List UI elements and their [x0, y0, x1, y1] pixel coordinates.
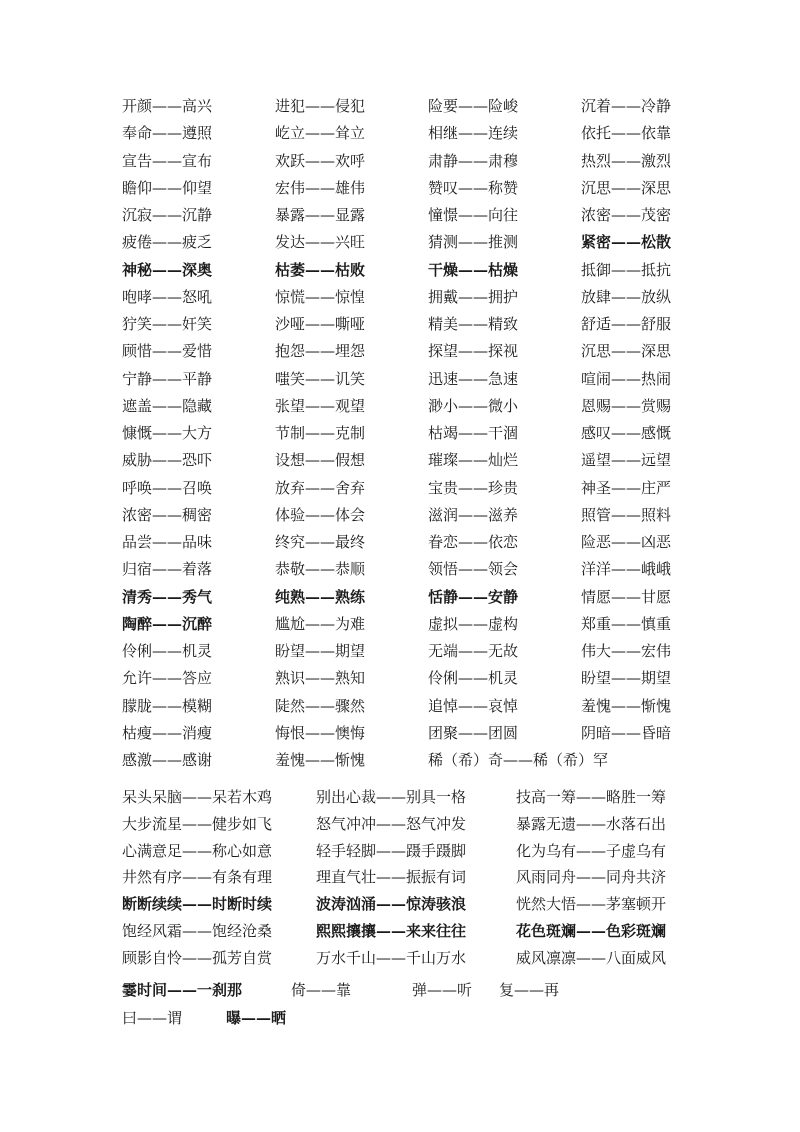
word-row [0, 613, 800, 635]
word-row [0, 449, 800, 471]
word-pair: 舒适——舒服 [581, 315, 672, 333]
word-pair: 狞笑——奸笑 [122, 315, 213, 333]
word-pair: 团聚——团圆 [428, 723, 519, 742]
word-pair: 归宿——着落 [122, 560, 213, 579]
idiom-pair: 万水千山——千山万水 [316, 948, 467, 967]
word-pair: 发达——兴旺 [275, 233, 366, 252]
word-row [0, 695, 800, 717]
word-pair: 悔恨——懊悔 [275, 723, 366, 742]
word-pair: 紧密——松散 [581, 233, 672, 252]
word-pair: 宣告——宣布 [122, 151, 213, 170]
word-pair: 嗤笑——讥笑 [275, 369, 366, 388]
char-pair: 霎时间——一刹那 [122, 981, 243, 999]
idiom-pair: 心满意足——称心如意 [122, 841, 273, 860]
idiom-row [0, 786, 800, 808]
word-pair: 惊慌——惊惶 [275, 287, 366, 306]
word-pair: 险要——险峻 [428, 97, 519, 115]
idiom-pair: 大步流星——健步如飞 [122, 814, 273, 833]
word-pair: 沉思——深思 [581, 342, 672, 361]
word-row [0, 204, 800, 226]
char-pair: 弹——听 [412, 981, 473, 999]
word-pair: 喧闹——热闹 [581, 369, 672, 388]
idiom-pair: 威风凛凛——八面威风 [516, 948, 667, 967]
word-pair: 憧憬——向往 [428, 206, 519, 224]
word-pair: 伟大——宏伟 [581, 642, 672, 660]
word-pair: 恩赐——赏赐 [581, 396, 672, 415]
word-pair: 遥望——远望 [581, 451, 672, 470]
word-pair: 欢跃——欢呼 [275, 151, 366, 170]
word-row [0, 231, 800, 253]
idiom-pair: 波涛汹涌——惊涛骇浪 [316, 895, 467, 914]
char-pair: 复——再 [499, 981, 560, 999]
word-pair: 遮盖——隐藏 [122, 396, 213, 415]
idiom-row [0, 893, 800, 915]
word-row [0, 586, 800, 608]
word-pair: 浓密——茂密 [581, 206, 672, 224]
word-pair: 允许——答应 [122, 669, 213, 688]
word-pair: 赞叹——称赞 [428, 178, 519, 197]
word-row [0, 122, 800, 144]
idiom-pair: 轻手轻脚——蹑手蹑脚 [316, 841, 467, 860]
word-pair: 慷慨——大方 [122, 424, 213, 442]
word-pair: 探望——探视 [428, 342, 519, 361]
word-pair: 放肆——放纵 [581, 287, 672, 306]
word-pair: 屹立——耸立 [275, 124, 366, 143]
char-pair: 曰——谓 [122, 1009, 183, 1027]
word-row [0, 477, 800, 499]
word-pair: 放弃——舍弃 [275, 478, 366, 497]
word-pair: 情愿——甘愿 [581, 587, 672, 606]
word-pair: 神圣——庄严 [581, 478, 672, 497]
word-pair: 伶俐——机灵 [428, 669, 519, 688]
idiom-pair: 顾影自怜——孤芳自赏 [122, 948, 273, 967]
word-row [0, 640, 800, 662]
word-pair: 暴露——显露 [275, 206, 366, 224]
idiom-row [0, 866, 800, 888]
word-pair: 张望——观望 [275, 396, 366, 415]
word-pair: 瞻仰——仰望 [122, 178, 213, 197]
idiom-pair: 怒气冲冲——怒气冲发 [316, 814, 467, 833]
word-pair: 璀璨——灿烂 [428, 451, 519, 470]
word-pair: 尴尬——为难 [275, 614, 366, 633]
word-pair: 抵御——抵抗 [581, 260, 672, 279]
word-pair: 神秘——深奥 [122, 260, 213, 279]
word-pair: 盼望——期望 [581, 669, 672, 688]
word-row [0, 667, 800, 689]
word-pair: 郑重——慎重 [581, 614, 672, 633]
word-row [0, 368, 800, 390]
word-pair: 奉命——遵照 [122, 124, 213, 143]
char-pair: 倚——靠 [291, 981, 352, 999]
idiom-pair: 井然有序——有条有理 [122, 868, 273, 887]
word-pair: 热烈——激烈 [581, 151, 672, 170]
idiom-pair: 饱经风霜——饱经沧桑 [122, 922, 273, 940]
word-pair: 熟识——熟知 [275, 669, 366, 688]
word-pair: 呼唤——召唤 [122, 478, 213, 497]
word-pair: 陶醉——沉醉 [122, 614, 213, 633]
word-pair: 依托——依靠 [581, 124, 672, 143]
word-pair: 宝贵——珍贵 [428, 478, 519, 497]
word-pair: 追悼——哀悼 [428, 696, 519, 715]
word-row [0, 504, 800, 526]
idiom-row [0, 947, 800, 969]
word-pair: 精美——精致 [428, 315, 519, 333]
word-pair: 洋洋——峨峨 [581, 560, 672, 579]
word-row [0, 531, 800, 553]
word-pair: 相继——连续 [428, 124, 519, 143]
word-row [0, 150, 800, 172]
idiom-pair: 恍然大悟——茅塞顿开 [516, 895, 667, 914]
word-pair: 眷恋——依恋 [428, 533, 519, 551]
word-pair: 终究——最终 [275, 533, 366, 551]
word-pair: 干燥——枯燥 [428, 260, 519, 279]
word-pair: 羞愧——惭愧 [581, 696, 672, 715]
word-pair: 沉思——深思 [581, 178, 672, 197]
word-pair: 沉着——冷静 [581, 97, 672, 115]
word-pair: 威胁——恐吓 [122, 451, 213, 470]
word-pair: 设想——假想 [275, 451, 366, 470]
word-pair: 无端——无故 [428, 642, 519, 660]
word-pair: 渺小——微小 [428, 396, 519, 415]
word-pair: 宁静——平静 [122, 369, 213, 388]
word-pair: 感叹——感慨 [581, 424, 672, 442]
word-pair: 拥戴——拥护 [428, 287, 519, 306]
word-row [0, 259, 800, 281]
word-pair: 虚拟——虚构 [428, 614, 519, 633]
idiom-pair: 花色斑斓——色彩斑斓 [516, 922, 667, 940]
word-pair: 浓密——稠密 [122, 505, 213, 524]
word-pair: 险恶——凶恶 [581, 533, 672, 551]
word-pair: 顾惜——爱惜 [122, 342, 213, 361]
word-pair: 枯萎——枯败 [275, 260, 366, 279]
word-row [0, 422, 800, 444]
word-pair: 开颜——高兴 [122, 97, 213, 115]
word-pair: 品尝——品味 [122, 533, 213, 551]
word-pair: 疲倦——疲乏 [122, 233, 213, 252]
word-pair: 猜测——推测 [428, 233, 519, 252]
word-row [0, 722, 800, 744]
word-row [0, 558, 800, 580]
idiom-row [0, 813, 800, 835]
word-pair: 迅速——急速 [428, 369, 519, 388]
char-pair: 曝——晒 [226, 1009, 287, 1027]
word-pair: 节制——克制 [275, 424, 366, 442]
idiom-pair: 理直气壮——振振有词 [316, 868, 467, 887]
word-pair: 羞愧——惭愧 [275, 751, 366, 769]
word-row [0, 313, 800, 335]
word-pair: 枯竭——干涸 [428, 424, 519, 442]
idiom-pair: 呆头呆脑——呆若木鸡 [122, 788, 273, 806]
word-pair: 滋润——滋养 [428, 505, 519, 524]
idiom-pair: 暴露无遗——水落石出 [516, 814, 667, 833]
word-pair: 稀（希）奇——稀（希）罕 [428, 751, 609, 769]
word-pair: 盼望——期望 [275, 642, 366, 660]
word-pair: 沉寂——沉静 [122, 206, 213, 224]
idiom-pair: 断断续续——时断时续 [122, 895, 273, 914]
word-pair: 照管——照料 [581, 505, 672, 524]
idiom-pair: 别出心裁——别具一格 [316, 788, 467, 806]
idiom-row [0, 840, 800, 862]
idiom-pair: 技高一筹——略胜一筹 [516, 788, 667, 806]
idiom-pair: 化为乌有——子虚乌有 [516, 841, 667, 860]
word-pair: 进犯——侵犯 [275, 97, 366, 115]
word-pair: 沙哑——嘶哑 [275, 315, 366, 333]
word-pair: 肃静——肃穆 [428, 151, 519, 170]
idiom-pair: 风雨同舟——同舟共济 [516, 868, 667, 887]
word-pair: 咆哮——怒吼 [122, 287, 213, 306]
word-row [0, 177, 800, 199]
word-row [0, 340, 800, 362]
word-pair: 感激——感谢 [122, 751, 213, 769]
word-row [0, 749, 800, 771]
word-pair: 宏伟——雄伟 [275, 178, 366, 197]
word-row [0, 395, 800, 417]
word-pair: 伶俐——机灵 [122, 642, 213, 660]
idiom-row [0, 920, 800, 942]
word-pair: 枯瘦——消瘦 [122, 723, 213, 742]
word-pair: 抱怨——埋怨 [275, 342, 366, 361]
word-pair: 清秀——秀气 [122, 587, 213, 606]
word-row [0, 95, 800, 117]
word-pair: 恭敬——恭顺 [275, 560, 366, 579]
word-pair: 朦胧——模糊 [122, 696, 213, 715]
word-pair: 领悟——领会 [428, 560, 519, 579]
word-row [0, 286, 800, 308]
idiom-pair: 熙熙攘攘——来来往往 [316, 922, 467, 940]
word-pair: 纯熟——熟练 [275, 587, 366, 606]
word-pair: 恬静——安静 [428, 587, 519, 606]
word-pair: 阴暗——昏暗 [581, 723, 672, 742]
word-pair: 陡然——骤然 [275, 696, 366, 715]
word-pair: 体验——体会 [275, 505, 366, 524]
